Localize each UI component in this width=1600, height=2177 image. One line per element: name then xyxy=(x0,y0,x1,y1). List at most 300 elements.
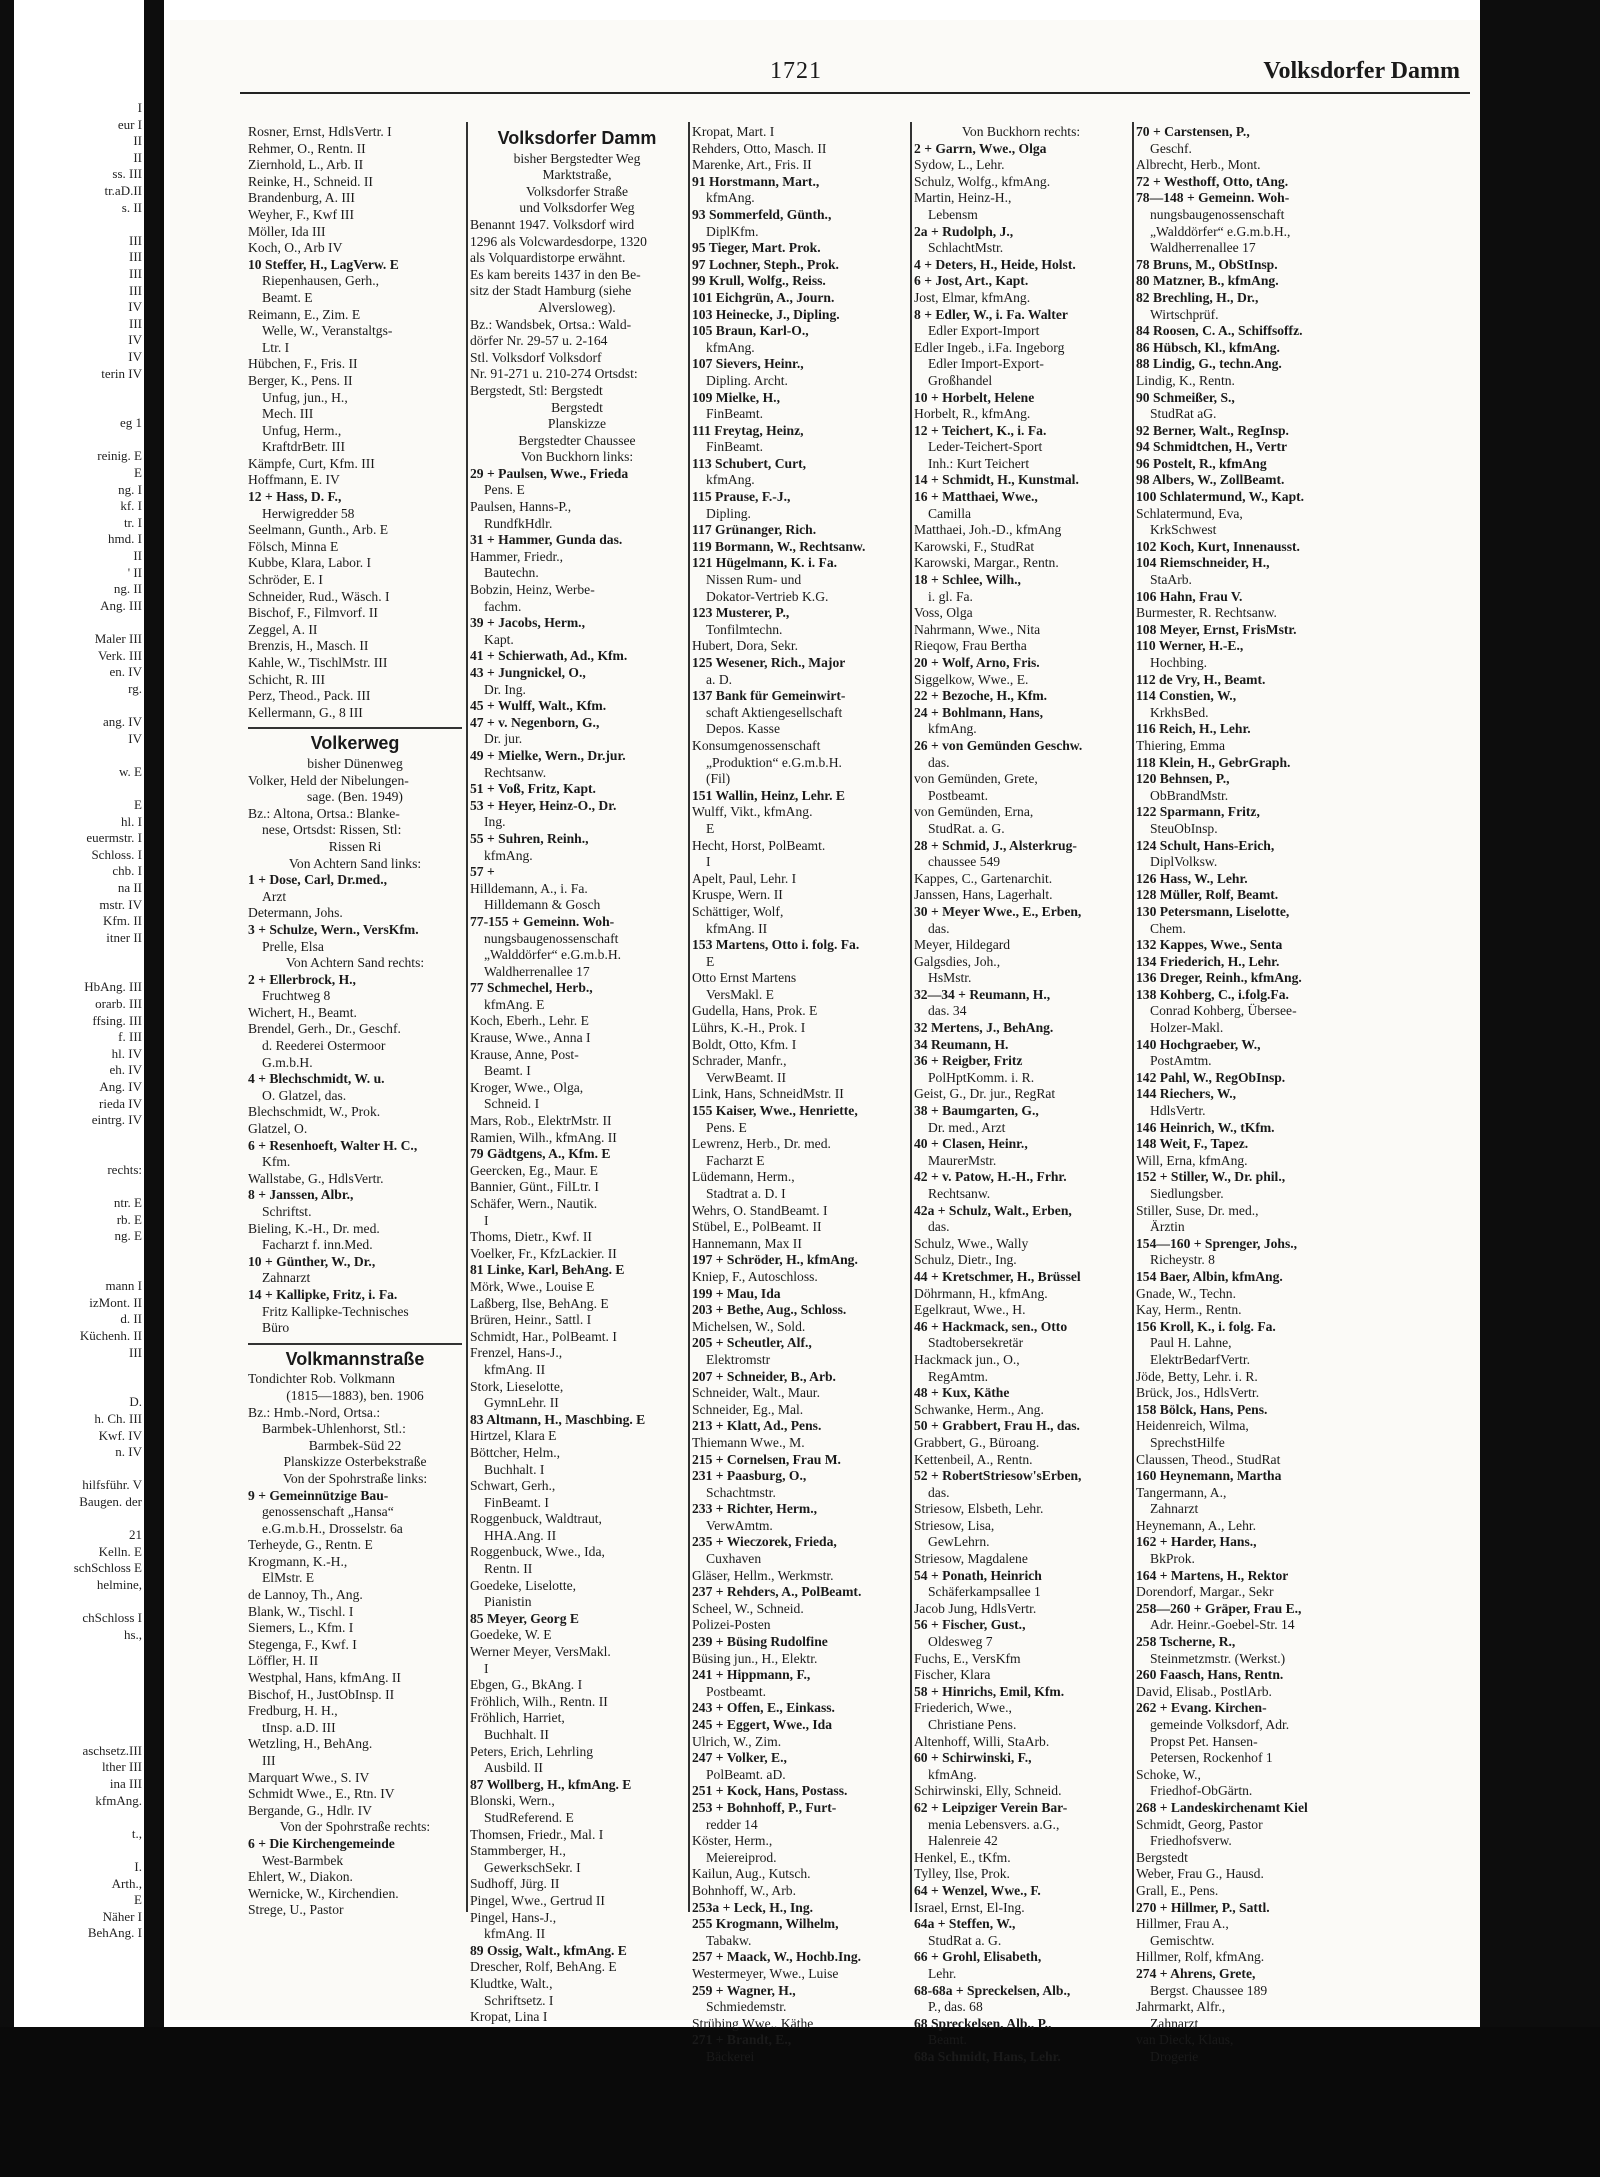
house-number-entry: 31 + Hammer, Gunda das. xyxy=(470,532,623,548)
house-number-entry: 241 + Hippmann, F., xyxy=(692,1667,811,1683)
house-number-entry: 144 Riechers, W., xyxy=(1136,1086,1237,1102)
resident-entry: StudRat. a. G. xyxy=(928,820,1005,836)
resident-entry: Schicht, R. III xyxy=(248,671,326,687)
resident-entry: SprechstHilfe xyxy=(1150,1434,1225,1450)
house-number-entry: 46 + Hackmack, sen., Otto xyxy=(914,1318,1068,1334)
left-fragment-line: Baugen. der xyxy=(79,1493,142,1509)
resident-entry: Rechtsanw. xyxy=(484,764,547,780)
house-number-entry: 110 Werner, H.-E., xyxy=(1136,638,1244,654)
left-fragment-line xyxy=(16,1179,142,1196)
house-number-entry: 41 + Schierwath, Ad., Kfm. xyxy=(470,648,628,664)
left-fragment-line: BehAng. I xyxy=(87,1925,142,1941)
resident-entry: Friedhofsverw. xyxy=(1150,1833,1232,1849)
resident-entry: DiplVolksw. xyxy=(1150,854,1218,870)
resident-entry: Striesow, Magdalene xyxy=(914,1551,1028,1567)
resident-entry: Von Achtern Sand links: xyxy=(288,855,422,871)
left-fragment-line xyxy=(16,399,142,416)
resident-entry: Rentn. II xyxy=(484,1561,533,1577)
house-number-entry: 88 Lindig, G., techn.Ang. xyxy=(1136,356,1282,372)
resident-entry: SteuObInsp. xyxy=(1150,820,1218,836)
resident-entry: kfmAng. xyxy=(706,190,755,206)
resident-entry: Kappes, C., Gartenarchit. xyxy=(914,870,1053,886)
house-number-entry: 164 + Martens, H., Rektor xyxy=(1136,1567,1289,1583)
resident-entry: Inh.: Kurt Teichert xyxy=(928,455,1030,471)
left-fragment-line xyxy=(16,1660,142,1677)
resident-entry: Schättiger, Wolf, xyxy=(692,903,784,919)
house-number-entry: 30 + Meyer Wwe., E., Erben, xyxy=(914,903,1082,919)
house-number-entry: 233 + Richter, Herm., xyxy=(692,1501,818,1517)
house-number-entry: 18 + Schlee, Wilh., xyxy=(914,572,1021,588)
resident-entry: Conrad Kohberg, Übersee- xyxy=(1150,1003,1297,1019)
resident-entry: Weyher, F., Kwf III xyxy=(248,206,354,222)
resident-entry: Scheel, W., Schneid. xyxy=(692,1600,804,1616)
house-number-entry: 10 Steffer, H., LagVerw. E xyxy=(248,256,399,272)
scan-left-edge xyxy=(0,0,14,2177)
left-fragment-line xyxy=(16,1693,142,1710)
resident-entry: Heynemann, A., Lehr. xyxy=(1136,1517,1257,1533)
resident-entry: Rieqow, Frau Bertha xyxy=(914,638,1027,654)
resident-entry: sage. (Ben. 1949) xyxy=(307,789,403,805)
resident-entry: Hilldemann, A., i. Fa. xyxy=(470,880,588,896)
house-number-entry: 274 + Ahrens, Grete, xyxy=(1136,1965,1256,1981)
house-number-entry: 97 Lochner, Steph., Prok. xyxy=(692,256,839,272)
left-fragment-line: ntr. E xyxy=(113,1195,142,1211)
resident-entry: Jöde, Betty, Lehr. i. R. xyxy=(1136,1368,1258,1384)
resident-entry: Pianistin xyxy=(484,1594,532,1610)
house-number-entry: 96 Postelt, R., kfmAng xyxy=(1136,455,1267,471)
resident-entry: Otto Ernst Martens xyxy=(692,970,797,986)
resident-entry: Roggenbuck, Wwe., Ida, xyxy=(470,1544,605,1560)
resident-entry: Friederich, Wwe., xyxy=(914,1700,1012,1716)
resident-entry: Volker, Held der Nibelungen- xyxy=(248,772,409,788)
left-fragment-line: IV xyxy=(128,348,142,364)
resident-entry: Zahnarzt xyxy=(262,1270,311,1286)
resident-entry: FinBeamt. I xyxy=(484,1494,549,1510)
resident-entry: Roggenbuck, Waldtraut, xyxy=(470,1511,602,1527)
resident-entry: kfmAng. xyxy=(928,1766,977,1782)
house-number-entry: 72 + Westhoff, Otto, tAng. xyxy=(1136,173,1289,189)
resident-entry: Geschf. xyxy=(1150,140,1192,156)
resident-entry: Steinmetzmstr. (Werkst.) xyxy=(1150,1650,1286,1666)
resident-entry: StudReferend. E xyxy=(484,1809,574,1825)
house-number-entry: 258 Tscherne, R., xyxy=(1136,1634,1236,1650)
left-fragment-line: ss. III xyxy=(112,166,142,182)
left-fragment-line: III xyxy=(129,265,142,281)
resident-entry: Schrader, Manfr., xyxy=(692,1053,787,1069)
house-number-entry: 12 + Teichert, K., i. Fa. xyxy=(914,422,1047,438)
left-fragment-line xyxy=(16,1809,142,1826)
resident-entry: nungsbaugenossenschaft xyxy=(1150,206,1285,222)
resident-entry: kfmAng. xyxy=(928,721,977,737)
resident-entry: Zahnarzt xyxy=(1150,1501,1199,1517)
resident-entry: Hammer, Friedr., xyxy=(470,548,564,564)
resident-entry: Schulz, Dietr., Ing. xyxy=(914,1252,1017,1268)
resident-entry: Edler Import-Export- xyxy=(928,356,1044,372)
resident-entry: HsMstr. xyxy=(928,970,972,986)
resident-entry: Schirwinski, Elly, Schneid. xyxy=(914,1783,1062,1799)
resident-entry: Bäckerei xyxy=(706,2048,755,2064)
house-number-entry: 42 + v. Patow, H.-H., Frhr. xyxy=(914,1169,1067,1185)
left-fragment-line: hs., xyxy=(123,1626,142,1642)
resident-entry: Lindig, K., Rentn. xyxy=(1136,372,1235,388)
resident-entry: Köster, Herm., xyxy=(692,1833,773,1849)
left-fragment-line: ng. I xyxy=(118,481,142,497)
left-fragment-line xyxy=(16,1461,142,1478)
resident-entry: Bautechn. xyxy=(484,565,539,581)
house-number-entry: 82 Brechling, H., Dr., xyxy=(1136,289,1259,305)
resident-entry: Waldherrenallee 17 xyxy=(484,963,590,979)
house-number-entry: 134 Friederich, H., Lehr. xyxy=(1136,953,1280,969)
resident-entry: Großhandel xyxy=(928,372,993,388)
house-number-entry: 92 Berner, Walt., RegInsp. xyxy=(1136,422,1289,438)
resident-entry: „Walddörfer“ e.G.m.b.H. xyxy=(484,947,622,963)
resident-entry: Bergande, G., Hdlr. IV xyxy=(248,1802,372,1818)
resident-entry: menia Lebensvers. a.G., xyxy=(928,1816,1060,1832)
resident-entry: Fischer, Klara xyxy=(914,1667,991,1683)
house-number-entry: 9 + Gemeinnützige Bau- xyxy=(248,1487,389,1503)
resident-entry: Fölsch, Minna E xyxy=(248,538,339,554)
resident-entry: Schriftsetz. I xyxy=(484,1992,554,2008)
resident-entry: Fredburg, H. H., xyxy=(248,1703,338,1719)
resident-entry: Beamt. I xyxy=(484,1063,531,1079)
left-fragment-line: ffsing. III xyxy=(92,1012,142,1028)
house-number-entry: 260 Faasch, Hans, Rentn. xyxy=(1136,1667,1284,1683)
resident-entry: Rissen Ri xyxy=(328,838,382,854)
left-fragment-line: HbAng. III xyxy=(84,979,142,995)
left-fragment-line xyxy=(16,1726,142,1743)
resident-entry: Ebgen, G., BkAng. I xyxy=(470,1677,583,1693)
left-fragment-line: Ang. IV xyxy=(99,1079,142,1095)
resident-entry: Löffler, H. II xyxy=(248,1653,319,1669)
house-number-entry: 52 + RobertStriesow'sErben, xyxy=(914,1468,1082,1484)
resident-entry: von Gemünden, Erna, xyxy=(914,804,1034,820)
house-number-entry: 78 Bruns, M., ObStInsp. xyxy=(1136,256,1278,272)
house-number-entry: 116 Reich, H., Lehr. xyxy=(1136,721,1251,737)
resident-entry: „Produktion“ e.G.m.b.H. xyxy=(706,754,842,770)
resident-entry: Gnade, W., Techn. xyxy=(1136,1285,1236,1301)
resident-entry: Camilla xyxy=(928,505,972,521)
resident-entry: Depos. Kasse xyxy=(706,721,780,737)
resident-entry: Berger, K., Pens. II xyxy=(248,372,353,388)
house-number-entry: 38 + Baumgarten, G., xyxy=(914,1103,1039,1119)
resident-entry: Blonski, Wern., xyxy=(470,1793,555,1809)
resident-entry: Holzer-Makl. xyxy=(1150,1020,1224,1036)
resident-entry: Burmester, R. Rechtsanw. xyxy=(1136,605,1277,621)
resident-entry: Bz.: Altona, Ortsa.: Blanke- xyxy=(248,805,400,821)
resident-entry: Wichert, H., Beamt. xyxy=(248,1004,357,1020)
resident-entry: als Volquardistorpe erwähnt. xyxy=(470,250,626,266)
resident-entry: Link, Hans, SchneidMstr. II xyxy=(692,1086,844,1102)
resident-entry: Koch, Eberh., Lehr. E xyxy=(470,1013,589,1029)
left-fragment-line xyxy=(16,780,142,797)
directory-page xyxy=(170,20,1480,2064)
resident-entry: Tonfilmtechn. xyxy=(706,621,783,637)
house-number-entry: 91 Horstmann, Mart., xyxy=(692,173,820,189)
resident-entry: Christiane Pens. xyxy=(928,1717,1017,1732)
resident-entry: Albrecht, Herb., Mont. xyxy=(1136,157,1261,173)
house-number-entry: 2a + Rudolph, J., xyxy=(914,223,1014,239)
resident-entry: Schmidt, Har., PolBeamt. I xyxy=(470,1328,617,1344)
resident-entry: Strübing Wwe., Käthe xyxy=(692,2015,814,2031)
house-number-entry: 197 + Schröder, H., kfmAng. xyxy=(692,1252,858,1268)
house-number-entry: 121 Hügelmann, K. i. Fa. xyxy=(692,555,838,571)
resident-entry: Seelmann, Gunth., Arb. E xyxy=(248,522,389,538)
resident-entry: Bz.: Wandsbek, Ortsa.: Wald- xyxy=(470,316,632,332)
resident-entry: I xyxy=(484,1212,489,1228)
resident-entry: Tangermann, A., xyxy=(1136,1484,1227,1500)
left-fragment-line: E xyxy=(134,796,142,812)
column-divider xyxy=(1132,122,1134,1912)
resident-entry: kfmAng. II xyxy=(484,1926,546,1942)
left-fragment-line xyxy=(16,1643,142,1660)
house-number-entry: 136 Dreger, Reinh., kfmAng. xyxy=(1136,970,1302,986)
house-number-entry: 79 Gädtgens, A., Kfm. E xyxy=(470,1146,611,1162)
resident-entry: Alversloweg). xyxy=(538,299,616,315)
resident-entry: das. xyxy=(928,1219,950,1235)
house-number-entry: 20 + Wolf, Arno, Fris. xyxy=(914,655,1040,670)
section-rule xyxy=(248,727,462,729)
resident-entry: Es kam bereits 1437 in den Be- xyxy=(470,266,641,282)
left-fragment-line: lther III xyxy=(101,1759,142,1775)
resident-entry: Postbeamt. xyxy=(928,787,989,803)
resident-entry: Ziernhold, L., Arb. II xyxy=(248,157,364,173)
resident-entry: nese, Ortsdst: Rissen, Stl: xyxy=(262,822,402,838)
resident-entry: (Fil) xyxy=(706,771,731,787)
resident-entry: Determann, Johs. xyxy=(248,905,343,921)
resident-entry: Kruspe, Wern. II xyxy=(692,887,783,903)
resident-entry: Bohnhoff, W., Arb. xyxy=(692,1882,796,1898)
resident-entry: Israel, Ernst, El-Ing. xyxy=(914,1899,1025,1915)
left-fragment-line xyxy=(16,1145,142,1162)
resident-entry: Wulff, Vikt., kfmAng. xyxy=(692,804,813,820)
left-fragment-line xyxy=(16,1676,142,1693)
house-number-entry: 39 + Jacobs, Herm., xyxy=(470,615,585,631)
house-number-entry: 148 Weit, F., Tapez. xyxy=(1136,1136,1249,1152)
resident-entry: Hübchen, F., Fris. II xyxy=(248,356,358,372)
resident-entry: dörfer Nr. 29-57 u. 2-164 xyxy=(470,333,608,349)
left-fragment-line: euermstr. I xyxy=(86,830,142,846)
resident-entry: KraftdrBetr. III xyxy=(262,439,346,455)
house-number-entry: 8 + Edler, W., i. Fa. Walter xyxy=(914,306,1068,322)
house-number-entry: 132 Kappes, Wwe., Senta xyxy=(1136,937,1283,953)
resident-entry: Ulrich, W., Zim. xyxy=(692,1733,782,1749)
house-number-entry: 64 + Wenzel, Wwe., F. xyxy=(914,1882,1041,1898)
book-gutter xyxy=(144,0,164,2177)
left-fragment-line: h. Ch. III xyxy=(94,1410,142,1426)
resident-entry: Friedhof-ObGärtn. xyxy=(1150,1783,1253,1799)
house-number-entry: 105 Braun, Karl-O., xyxy=(692,323,809,339)
left-fragment-line xyxy=(16,1262,142,1279)
resident-entry: Krause, Anne, Post- xyxy=(470,1046,579,1062)
resident-entry: Bischof, H., JustObInsp. II xyxy=(248,1686,395,1702)
house-number-entry: 68-68a + Spreckelsen, Alb., xyxy=(914,1982,1071,1998)
left-fragment-line: eintrg. IV xyxy=(91,1112,142,1128)
column-4 xyxy=(914,124,1128,2065)
resident-entry: PolBeamt. aD. xyxy=(706,1766,786,1782)
resident-entry: Hubert, Dora, Sekr. xyxy=(692,638,799,654)
resident-entry: Werner Meyer, VersMakl. xyxy=(470,1644,611,1660)
resident-entry: Goedeke, Liselotte, xyxy=(470,1577,577,1593)
resident-entry: P., das. 68 xyxy=(928,1999,983,2015)
house-number-entry: 251 + Kock, Hans, Postass. xyxy=(692,1783,848,1799)
house-number-entry: 257 + Maack, W., Hochb.Ing. xyxy=(692,1949,862,1965)
house-number-entry: 100 Schlatermund, W., Kapt. xyxy=(1136,489,1305,505)
resident-entry: Matthaei, Joh.-D., kfmAng xyxy=(914,522,1062,538)
resident-entry: Herwigredder 58 xyxy=(262,505,355,521)
house-number-entry: 70 + Carstensen, P., xyxy=(1136,124,1250,139)
resident-entry: Bergstedt xyxy=(551,399,603,415)
left-fragment-line: II xyxy=(133,133,142,149)
house-number-entry: 54 + Ponath, Heinrich xyxy=(914,1567,1042,1583)
resident-entry: Stadtrat a. D. I xyxy=(706,1186,786,1201)
resident-entry: Kettenbeil, A., Rentn. xyxy=(914,1451,1033,1467)
house-number-entry: 103 Heinecke, J., Dipling. xyxy=(692,306,840,322)
resident-entry: Westphal, Hans, kfmAng. II xyxy=(248,1670,401,1686)
house-number-entry: 113 Schubert, Curt, xyxy=(692,455,807,471)
resident-entry: von Gemünden, Grete, xyxy=(914,771,1038,787)
resident-entry: de Lannoy, Th., Ang. xyxy=(248,1587,363,1603)
house-number-entry: 93 Sommerfeld, Günth., xyxy=(692,206,832,222)
resident-entry: David, Elisab., PostlArb. xyxy=(1136,1683,1272,1699)
resident-entry: Beamt. E xyxy=(262,289,313,305)
house-number-entry: 83 Altmann, H., Maschbing. E xyxy=(470,1411,646,1427)
resident-entry: Terheyde, G., Rentn. E xyxy=(248,1537,373,1553)
house-number-entry: 8 + Janssen, Albr., xyxy=(248,1187,354,1203)
left-fragment-line: IV xyxy=(128,730,142,746)
resident-entry: Konsumgenossenschaft xyxy=(692,737,821,753)
left-fragment-line: Küchenh. II xyxy=(79,1327,142,1343)
left-fragment-line xyxy=(16,1378,142,1395)
resident-entry: RegAmtm. xyxy=(928,1368,989,1384)
resident-entry: PolHptKomm. i. R. xyxy=(928,1069,1035,1085)
left-fragment-line: rb. E xyxy=(116,1211,142,1227)
resident-entry: Benannt 1947. Volksdorf wird xyxy=(470,216,635,232)
house-number-entry: 45 + Wulff, Walt., Kfm. xyxy=(470,698,607,714)
left-fragment-line: schSchloss E xyxy=(73,1560,142,1576)
house-number-entry: 111 Freytag, Heinz, xyxy=(692,422,804,438)
resident-entry: bisher Bergstedter Weg xyxy=(513,150,641,166)
resident-entry: Schneider, Rud., Wäsch. I xyxy=(248,588,390,604)
house-number-entry: 36 + Reigber, Fritz xyxy=(914,1053,1023,1069)
resident-entry: Blechschmidt, W., Prok. xyxy=(248,1104,381,1120)
resident-entry: Henkel, E., tKfm. xyxy=(914,1849,1011,1865)
house-number-entry: 146 Heinrich, W., tKfm. xyxy=(1136,1119,1275,1135)
left-fragment-line: helmine, xyxy=(96,1576,142,1592)
resident-entry: Rehmer, O., Rentn. II xyxy=(248,140,366,156)
resident-entry: Bannier, Günt., FilLtr. I xyxy=(470,1179,599,1195)
resident-entry: Zahnarzt xyxy=(1150,2015,1199,2031)
left-fragment-line: chb. I xyxy=(112,863,142,879)
house-number-entry: 77 Schmechel, Herb., xyxy=(470,980,593,996)
house-number-entry: 58 + Hinrichs, Emil, Kfm. xyxy=(914,1683,1065,1699)
house-number-entry: 87 Wollberg, H., kfmAng. E xyxy=(470,1776,632,1792)
resident-entry: Dr. Ing. xyxy=(484,681,526,697)
resident-entry: Horbelt, R., kfmAng. xyxy=(914,406,1031,422)
resident-entry: Waldherrenallee 17 xyxy=(1150,240,1256,256)
resident-entry: Dipling. Archt. xyxy=(706,372,788,388)
resident-entry: Stadtobersekretär xyxy=(928,1335,1024,1351)
house-number-entry: 255 Krogmann, Wilhelm, xyxy=(692,1916,839,1932)
left-fragment-line: hl. I xyxy=(121,813,142,829)
resident-entry: Rechtsanw. xyxy=(928,1186,991,1201)
left-fragment-line: D. xyxy=(129,1394,142,1410)
house-number-entry: 235 + Wieczorek, Frieda, xyxy=(692,1534,837,1550)
left-fragment-line xyxy=(16,1710,142,1727)
house-number-entry: 262 + Evang. Kirchen- xyxy=(1136,1700,1267,1716)
resident-entry: Striesow, Lisa, xyxy=(914,1517,995,1533)
left-fragment-line: ' II xyxy=(127,564,142,580)
left-fragment-line: tr.aD.II xyxy=(104,182,142,198)
column-1 xyxy=(248,124,462,1919)
left-fragment-line: itner II xyxy=(106,929,142,945)
house-number-entry: 77-155 + Gemeinn. Woh- xyxy=(470,913,615,929)
running-head: Volksdorfer Damm xyxy=(1263,58,1460,84)
resident-entry: Kludtke, Walt., xyxy=(470,1975,553,1991)
resident-entry: Mörk, Wwe., Louise E xyxy=(470,1278,595,1294)
left-fragment-line: ng. E xyxy=(114,1228,142,1244)
resident-entry: Bergstedt, Stl: Bergstedt xyxy=(470,382,603,398)
left-fragment-line xyxy=(16,963,142,980)
house-number-entry: 109 Mielke, H., xyxy=(692,389,780,405)
resident-entry: kfmAng. xyxy=(706,472,755,488)
resident-entry: Ltr. I xyxy=(262,339,290,355)
resident-entry: Hannemann, Max II xyxy=(692,1235,802,1251)
left-fragment-line: Näher I xyxy=(102,1908,142,1924)
left-fragment-line: tr. I xyxy=(123,514,142,530)
house-number-entry: 140 Hochgraeber, W., xyxy=(1136,1036,1261,1052)
resident-entry: Hirtzel, Klara E xyxy=(470,1428,557,1444)
left-fragment-line: n. IV xyxy=(115,1444,142,1460)
left-fragment-line: izMont. II xyxy=(89,1294,142,1310)
house-number-entry: 99 Krull, Wolfg., Reiss. xyxy=(692,273,826,289)
house-number-entry: 152 + Stiller, W., Dr. phil., xyxy=(1136,1169,1286,1185)
resident-entry: van Dieck, Klaus, xyxy=(1136,2032,1234,2048)
resident-entry: Planskizze Osterbekstraße xyxy=(283,1454,427,1470)
house-number-entry: 6 + Die Kirchengemeinde xyxy=(248,1835,395,1851)
resident-entry: Bieling, K.-H., Dr. med. xyxy=(248,1220,380,1236)
resident-entry: e.G.m.b.H., Drosselstr. 6a xyxy=(262,1520,403,1536)
house-number-entry: 60 + Schirwinski, F., xyxy=(914,1750,1032,1766)
resident-entry: Facharzt E xyxy=(706,1152,765,1168)
resident-entry: Meyer, Hildegard xyxy=(914,937,1011,953)
resident-entry: Schwart, Gerh., xyxy=(470,1478,556,1494)
resident-entry: Brandenburg, A. III xyxy=(248,190,355,206)
resident-entry: Egelkraut, Wwe., H. xyxy=(914,1302,1026,1318)
left-fragment-line: Schloss. I xyxy=(91,846,142,862)
resident-entry: schaft Aktiengesellschaft xyxy=(706,704,843,720)
left-fragment-line: t., xyxy=(131,1825,142,1841)
resident-entry: BkProk. xyxy=(1150,1551,1195,1567)
house-number-entry: 51 + Voß, Fritz, Kapt. xyxy=(470,781,596,797)
house-number-entry: 89 Ossig, Walt., kfmAng. E xyxy=(470,1942,627,1958)
house-number-entry: 106 Hahn, Frau V. xyxy=(1136,588,1243,604)
resident-entry: Adr. Heinr.-Goebel-Str. 14 xyxy=(1150,1617,1295,1633)
resident-entry: FinBeamt. xyxy=(706,439,764,455)
left-fragment-line: II xyxy=(133,149,142,165)
resident-entry: Wehrs, O. StandBeamt. I xyxy=(692,1202,828,1218)
resident-entry: HdlsVertr. xyxy=(1150,1103,1206,1119)
house-number-entry: 42a + Schulz, Walt., Erben, xyxy=(914,1202,1072,1218)
resident-entry: Schmidt, Georg, Pastor xyxy=(1136,1816,1263,1832)
resident-entry: Bobzin, Heinz, Werbe- xyxy=(470,582,595,598)
resident-entry: I xyxy=(484,1660,489,1676)
resident-entry: Fuchs, E., VersKfm xyxy=(914,1650,1021,1666)
resident-entry: Brendel, Gerh., Dr., Geschf. xyxy=(248,1021,401,1037)
left-fragment-line: reinig. E xyxy=(97,448,142,464)
left-fragment-line xyxy=(16,1842,142,1859)
resident-entry: III xyxy=(262,1753,276,1768)
house-number-entry: 243 + Offen, E., Einkass. xyxy=(692,1700,835,1716)
